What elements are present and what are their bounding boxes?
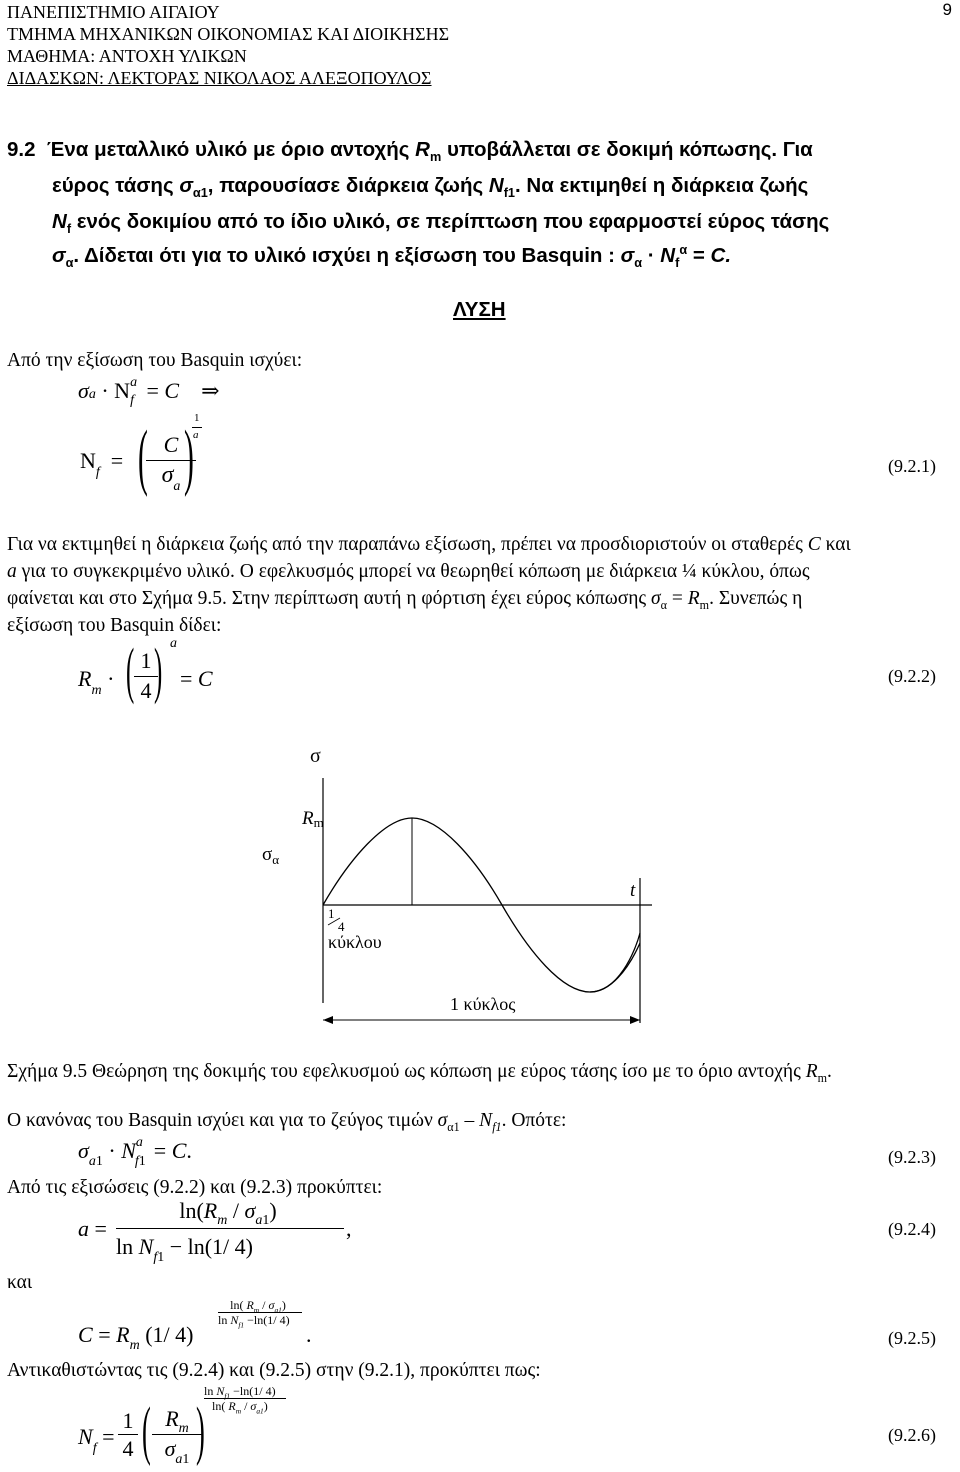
word-kai: και: [7, 1272, 33, 1293]
equation-sigma-a1: $\sigma_{a1} \cdot N^a_{f1} = C$.: [78, 1135, 192, 1169]
eq-number-6: (9.2.6): [888, 1425, 936, 1445]
eq-number-4: (9.2.4): [888, 1219, 936, 1239]
problem-line-2: εύρος τάσης $\sigma_{\alpha 1}$, παρουσίασε διάρκεια ζωής $N_{f1}$. Να εκτιμηθεί η διάρκεια ζωής: [52, 174, 809, 201]
paragraph-3: Ο κανόνας του Basquin ισχύει και για το ζεύγος τιμών $\sigma_{\alpha 1} - N_{f1}$. Οπότε:: [7, 1110, 567, 1134]
paragraph-basquin-intro: Από την εξίσωση του Basquin ισχύει:: [7, 350, 303, 371]
figure-label-sigma-a: $\sigma_\alpha$: [262, 844, 280, 867]
figure-label-one-cycle: 1 κύκλος: [450, 994, 516, 1014]
figure-label-t: t: [630, 880, 636, 901]
figure-label-rm: Rm: [302, 808, 324, 830]
solution-title: ΛΥΣΗ: [453, 298, 506, 321]
figure-fatigue-cycle: [240, 738, 660, 1038]
problem-line-3: $N_f$ ενός δοκιμίου από το ίδιο υλικό, σε περίπτωση που εφαρμοστεί εύρος τάσης: [52, 210, 830, 237]
paragraph-4: Από τις εξισώσεις (9.2.2) και (9.2.3) προκύπτει:: [7, 1177, 383, 1198]
equation-basquin: $\sigma a \cdot N^a_f = C$ ⇒: [78, 375, 220, 408]
figure-label-quarter-cycle: κύκλου: [328, 932, 382, 952]
page-number: 9: [942, 0, 952, 19]
problem-line-4: $\sigma_\alpha$. Δίδεται ότι για το υλικό ισχύει η εξίσωση του Basquin : $\sigma_\alpha \cdot N_f^\alpha = C$.: [52, 242, 732, 271]
paragraph-2-line-3: φαίνεται και στο Σχήμα 9.5. Στην περίπτωση αυτή η φόρτιση έχει εύρος κόπωσης $\sigma_\alpha = R_m$. Συνεπώς η: [7, 588, 803, 612]
eq-number-3: (9.2.3): [888, 1147, 936, 1167]
figure-label-sigma: σ: [310, 745, 321, 767]
paragraph-5: Αντικαθιστώντας τις (9.2.4) και (9.2.5) στην (9.2.1), προκύπτει πως:: [7, 1360, 541, 1381]
header-university: ΠΑΝΕΠΙΣΤΗΜΙΟ ΑΙΓΑΙΟΥ: [7, 2, 220, 22]
problem-line-1: 9.2 Ένα μεταλλικό υλικό με όριο αντοχής $R_m$ υποβάλλεται σε δοκιμή κόπωσης. Για: [7, 138, 813, 165]
paragraph-2-line-1: Για να εκτιμηθεί η διάρκεια ζωής από την παραπάνω εξίσωση, πρέπει να προσδιοριστούν οι σταθερές C και: [7, 534, 851, 555]
eq-number-1: (9.2.1): [888, 456, 936, 476]
paragraph-2-line-2: a για το συγκεκριμένο υλικό. Ο εφελκυσμός μπορεί να θεωρηθεί κόπωση με διάρκεια ¼ κύκλου, όπως: [7, 561, 810, 582]
figure-caption: Σχήμα 9.5 Θεώρηση της δοκιμής του εφελκυσμού ως κόπωση με εύρος τάσης ίσο με το όριο αντοχής $R_m$.: [7, 1061, 832, 1085]
header-course: ΜΑΘΗΜΑ: ΑΝΤΟΧΗ ΥΛΙΚΩΝ: [7, 46, 247, 66]
figure-label-quarter-den: 4: [338, 919, 345, 934]
figure-label-quarter-num: 1: [328, 906, 335, 921]
paragraph-2-line-4: εξίσωση του Basquin δίδει:: [7, 615, 222, 636]
eq-number-5: (9.2.5): [888, 1328, 936, 1348]
eq-number-2: (9.2.2): [888, 666, 936, 686]
header-department: ΤΜΗΜΑ ΜΗΧΑΝΙΚΩΝ ΟΙΚΟΝΟΜΙΑΣ ΚΑΙ ΔΙΟΙΚΗΣΗΣ: [7, 24, 450, 44]
header-instructor: ΔΙΔΑΣΚΩΝ: ΛΕΚΤΟΡΑΣ ΝΙΚΟΛΑΟΣ ΑΛΕΞΟΠΟΥΛΟΣ: [7, 68, 432, 88]
